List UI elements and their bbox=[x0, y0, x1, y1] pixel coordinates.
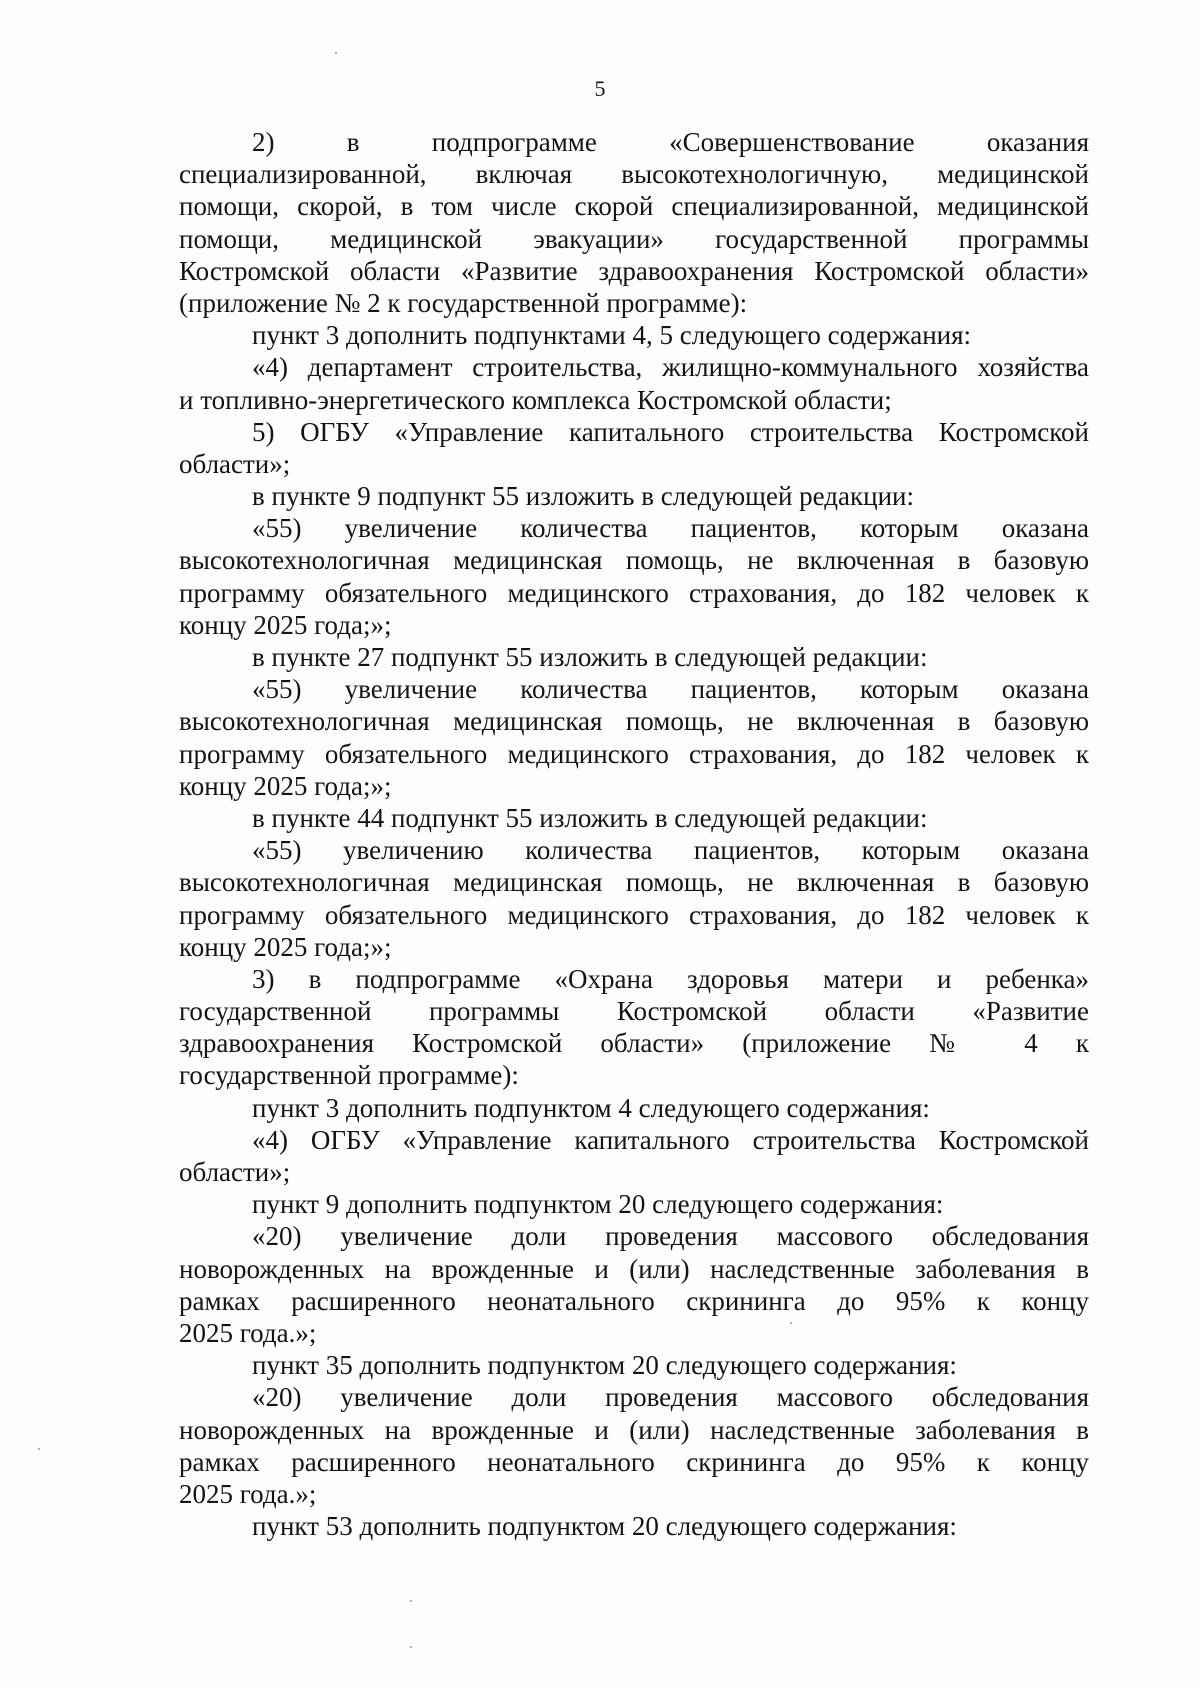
scan-speck bbox=[790, 1322, 792, 1324]
text-line: программу обязательного медицинского страхования, до 182 человек к bbox=[179, 738, 1089, 769]
text-line: 2) в подпрограмме «Совершенствование оказания bbox=[252, 127, 1089, 157]
scan-speck bbox=[410, 1646, 412, 1648]
text-line: новорожденных на врожденные и (или) наследственные заболевания в bbox=[179, 1414, 1089, 1445]
text-line: программу обязательного медицинского страхования, до 182 человек к bbox=[179, 899, 1089, 930]
text-line: 2025 года.»; bbox=[179, 1317, 317, 1348]
text-line: программу обязательного медицинского страхования, до 182 человек к bbox=[179, 577, 1089, 608]
text-line: рамках расширенного неонатального скрининга до 95% к концу bbox=[179, 1446, 1089, 1477]
text-line: «55) увеличение количества пациентов, которым оказана bbox=[252, 513, 1089, 544]
text-line: «4) департамент строительства, жилищно-коммунального хозяйства bbox=[252, 352, 1089, 383]
text-line: пункт 53 дополнить подпунктом 20 следующего содержания: bbox=[252, 1511, 957, 1542]
text-line: «20) увеличение доли проведения массового обследования bbox=[252, 1221, 1089, 1252]
text-line: высокотехнологичная медицинская помощь, не включенная в базовую bbox=[179, 545, 1089, 576]
text-line: Костромской области «Развитие здравоохранения Костромской области» bbox=[179, 255, 1089, 286]
text-line: пункт 9 дополнить подпунктом 20 следующего содержания: bbox=[252, 1189, 944, 1220]
text-line: пункт 3 дополнить подпунктами 4, 5 следующего содержания: bbox=[252, 320, 972, 351]
text-line: области»; bbox=[179, 1157, 291, 1187]
text-line: 3) в подпрограмме «Охрана здоровья матери и ребенка» bbox=[252, 963, 1089, 994]
document-body bbox=[179, 126, 1089, 1542]
page-number: 5 bbox=[594, 76, 606, 101]
text-line: области»; bbox=[179, 448, 291, 479]
text-line: рамках расширенного неонатального скрининга до 95% к концу bbox=[179, 1285, 1089, 1316]
scan-speck bbox=[335, 52, 337, 54]
text-line: новорожденных на врожденные и (или) наследственные заболевания в bbox=[179, 1253, 1089, 1284]
text-line: пункт 3 дополнить подпунктом 4 следующего содержания: bbox=[252, 1092, 930, 1123]
text-line: «55) увеличение количества пациентов, которым оказана bbox=[252, 674, 1089, 705]
text-line: (приложение № 2 к государственной программе): bbox=[179, 287, 748, 318]
text-line: концу 2025 года;»; bbox=[179, 609, 392, 640]
text-line: концу 2025 года;»; bbox=[179, 770, 392, 801]
text-line: здравоохранения Костромской области» (приложение № 4 к bbox=[179, 1028, 1089, 1059]
text-line: государственной программы Костромской области «Развитие bbox=[179, 996, 1089, 1027]
text-line: высокотехнологичная медицинская помощь, не включенная в базовую bbox=[179, 706, 1089, 737]
text-line: в пункте 9 подпункт 55 изложить в следующей редакции: bbox=[252, 481, 914, 512]
text-line: 2025 года.»; bbox=[179, 1478, 317, 1509]
text-line: в пункте 27 подпункт 55 изложить в следующей редакции: bbox=[252, 642, 928, 672]
text-line: и топливно-энергетического комплекса Костромской области; bbox=[179, 384, 892, 415]
scan-speck bbox=[38, 1448, 40, 1450]
text-line: концу 2025 года;»; bbox=[179, 931, 392, 962]
text-line: высокотехнологичная медицинская помощь, не включенная в базовую bbox=[179, 867, 1089, 898]
text-line: специализированной, включая высокотехнологичную, медицинской bbox=[179, 159, 1089, 190]
text-line: пункт 35 дополнить подпунктом 20 следующего содержания: bbox=[252, 1350, 957, 1381]
text-line: 5) ОГБУ «Управление капитального строительства Костромской bbox=[252, 416, 1089, 447]
text-line: в пункте 44 подпункт 55 изложить в следующей редакции: bbox=[252, 802, 928, 833]
text-line: государственной программе): bbox=[179, 1060, 519, 1091]
text-line: помощи, скорой, в том числе скорой специализированной, медицинской bbox=[179, 191, 1089, 222]
text-line: помощи, медицинской эвакуации» государственной программы bbox=[179, 223, 1089, 254]
text-line: «4) ОГБУ «Управление капитального строительства Костромской bbox=[252, 1124, 1089, 1155]
text-line: «55) увеличению количества пациентов, которым оказана bbox=[252, 835, 1089, 866]
scan-speck bbox=[410, 1600, 412, 1602]
text-line: «20) увеличение доли проведения массового обследования bbox=[252, 1382, 1089, 1413]
